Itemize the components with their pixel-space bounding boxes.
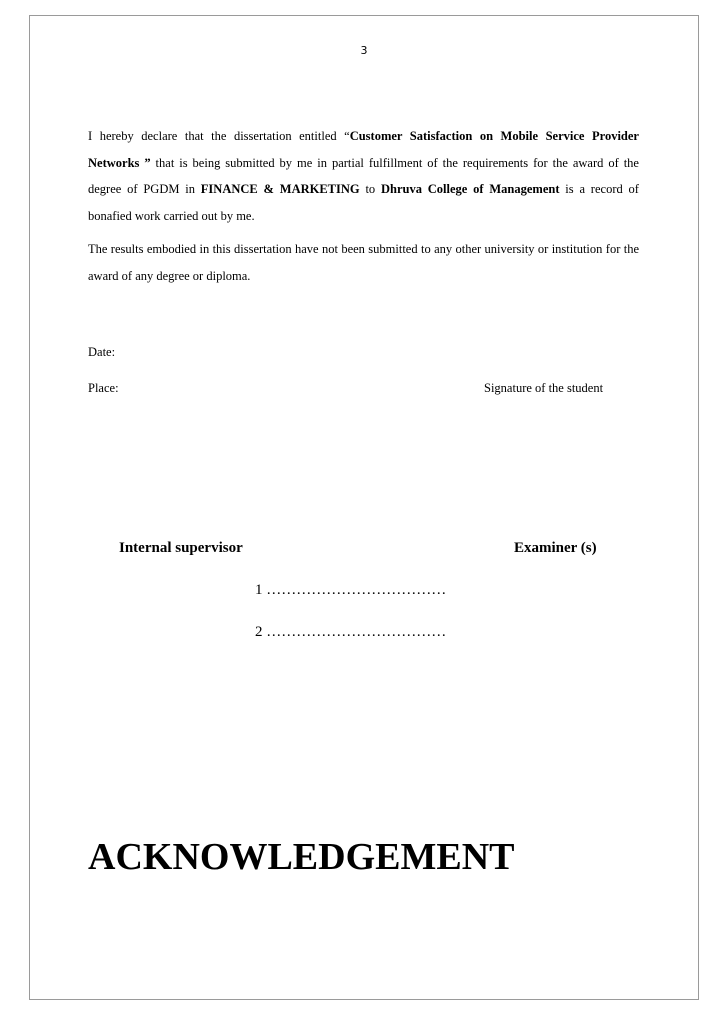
dissertation-title: Customer Satisfaction on Mobile Service Provider Networks ” bbox=[88, 129, 639, 170]
declaration-paragraph bbox=[88, 123, 639, 229]
examiner-line-2: 2 ……………………………… bbox=[255, 624, 447, 640]
internal-supervisor-label: Internal supervisor bbox=[119, 540, 243, 556]
place-label: Place: bbox=[88, 381, 119, 395]
examiner-label: Examiner (s) bbox=[514, 540, 597, 556]
acknowledgement-heading: ACKNOWLEDGEMENT bbox=[88, 836, 515, 878]
declaration-middle2: to bbox=[359, 182, 381, 196]
declaration-prefix: I hereby declare that the dissertation entitled “ bbox=[88, 129, 350, 143]
specialization: FINANCE & MARKETING bbox=[200, 182, 360, 196]
declaration-middle1: that is being submitted by me in partial fulfillment of the requirements for the award of the degree of PGDM in bbox=[88, 155, 639, 196]
college-name: Dhruva College of Management bbox=[380, 182, 560, 196]
examiner-line-1: 1 ……………………………… bbox=[255, 582, 447, 598]
date-label: Date: bbox=[88, 345, 116, 359]
declaration-suffix: is a record of bonafied work carried out by me. bbox=[88, 182, 639, 223]
page-number: 3 bbox=[360, 44, 368, 57]
signature-label: Signature of the student bbox=[484, 381, 604, 395]
results-paragraph: The results embodied in this dissertation have not been submitted to any other university or institution for the award of any degree or diploma. bbox=[88, 242, 639, 283]
